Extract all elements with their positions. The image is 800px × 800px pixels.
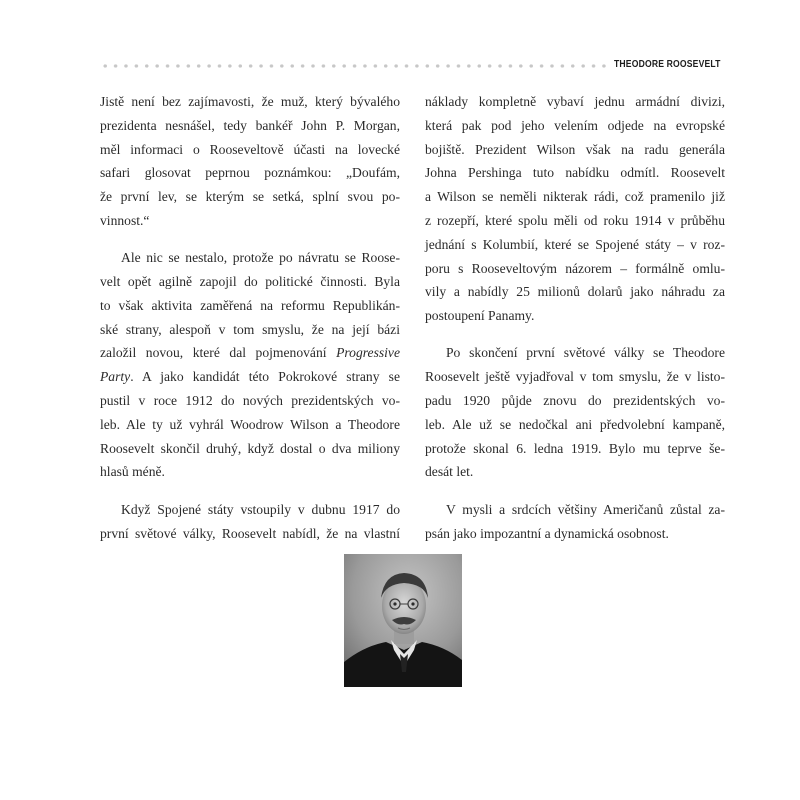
text-line — [425, 460, 725, 484]
text-line — [100, 341, 400, 365]
text-line — [425, 522, 725, 546]
running-head-title: THEODORE ROOSEVELT — [614, 58, 721, 70]
text-run: padu 1920 půjde znovu do prezidentských vo- — [425, 393, 725, 409]
text-run: pustil v roce 1912 do nových prezidentských vo- — [100, 393, 400, 409]
text-run: V mysli a srdcích většiny Američanů zůstal za- — [446, 501, 725, 517]
left-paragraph — [100, 246, 400, 484]
text-run: velt opět agilně zapojil do politické činnosti. Byla — [100, 274, 400, 290]
text-line — [100, 185, 400, 209]
text-run: měl informaci o Rooseveltově účasti na lovecké — [100, 141, 400, 157]
text-run: vinnost.“ — [100, 212, 150, 228]
text-line — [100, 413, 400, 437]
text-run: bojiště. Prezident Wilson však na radu generála — [425, 141, 725, 157]
text-line — [425, 90, 725, 114]
text-run: ské strany, alespoň v tom smyslu, že na její bázi — [100, 321, 400, 337]
text-line — [425, 437, 725, 461]
text-run: Roosevelt skončil druhý, když dostal o dva miliony — [100, 440, 400, 456]
text-line — [100, 498, 400, 522]
text-column-right — [425, 90, 725, 559]
text-run: Jistě není bez zajímavosti, že muž, který bývalého — [100, 94, 400, 109]
left-paragraph — [100, 498, 400, 546]
right-paragraph — [425, 341, 725, 484]
italic-term: Progressive — [336, 345, 400, 361]
text-line — [100, 389, 400, 413]
text-run: psán jako impozantní a dynamická osobnost. — [425, 525, 669, 541]
text-line — [100, 138, 400, 162]
text-line — [100, 270, 400, 294]
text-line — [425, 233, 725, 257]
text-run: první světové války, Roosevelt nabídl, že na vlastní — [100, 525, 400, 541]
italic-term: Party — [100, 369, 131, 385]
text-line — [100, 522, 400, 546]
text-line — [425, 304, 725, 328]
text-line — [425, 413, 725, 437]
text-line — [100, 437, 400, 461]
text-line — [425, 280, 725, 304]
text-run: . A jako kandidát této Pokrokové strany se — [130, 369, 400, 385]
left-paragraph — [100, 90, 400, 233]
text-line — [425, 257, 725, 281]
dotted-header-rule — [100, 64, 610, 68]
text-line — [100, 246, 400, 270]
text-run: to však aktivita zaměřená na reformu Republikán- — [100, 297, 400, 313]
text-line — [100, 365, 400, 389]
text-run: leb. Ale ty už vyhrál Woodrow Wilson a Theodore — [100, 416, 400, 432]
text-line — [425, 341, 725, 365]
text-run: Roosevelt ještě vyjadřoval v tom smyslu, že v listo- — [425, 369, 725, 385]
text-line — [100, 318, 400, 342]
text-line — [100, 209, 400, 233]
text-run: která pak pod jeho velením odjede na evropské — [425, 117, 725, 133]
text-run: postoupení Panamy. — [425, 308, 535, 324]
text-run: leb. Ale už se nedočkal ani předvolební kampaně, — [425, 416, 725, 432]
text-line — [425, 161, 725, 185]
text-run: hlasů méně. — [100, 464, 165, 480]
text-run: jednání s Kolumbií, které se Spojené státy – v roz- — [425, 236, 725, 252]
text-line — [425, 138, 725, 162]
text-line — [100, 161, 400, 185]
text-line — [425, 209, 725, 233]
text-line — [425, 185, 725, 209]
text-run: Když Spojené státy vstoupily v dubnu 1917 do — [121, 501, 400, 517]
portrait-photo — [344, 554, 462, 687]
text-run: protože skonal 6. ledna 1919. Bylo mu teprve še- — [425, 440, 725, 456]
portrait-image — [344, 554, 462, 687]
text-run: Johna Pershinga tuto nabídku odmítl. Roosevelt — [425, 165, 725, 181]
text-line — [425, 389, 725, 413]
text-run: z rozepří, které spolu měli od roku 1914 v průběhu — [425, 212, 725, 228]
text-line — [100, 90, 400, 114]
text-line — [425, 114, 725, 138]
text-run: vily a nabídly 25 milionů dolarů jako náhradu za — [425, 284, 725, 300]
text-run: a Wilson se neměli nikterak rádi, což pramenilo již — [425, 189, 725, 205]
text-line — [100, 294, 400, 318]
text-run: Ale nic se nestalo, protože po návratu se Roose- — [121, 250, 400, 266]
text-run: safari glosovat peprnou poznámkou: „Doufám, — [100, 165, 400, 181]
right-paragraph — [425, 90, 725, 328]
text-line — [100, 114, 400, 138]
text-run: že první lev, se kterým se setká, splní svou po- — [100, 189, 400, 205]
right-paragraph — [425, 498, 725, 546]
text-run: desát let. — [425, 464, 474, 480]
text-line — [100, 460, 400, 484]
text-column-left — [100, 90, 400, 559]
text-run: prezidenta nesnášel, tedy bankéř John P. Morgan, — [100, 117, 400, 133]
text-line — [425, 498, 725, 522]
text-line — [425, 365, 725, 389]
text-run: Po skončení první světové války se Theodore — [446, 345, 725, 361]
text-run: založil novou, které dal pojmenování — [100, 345, 337, 361]
text-run: poru s Rooseveltovým názorem – formálně omlu- — [425, 260, 725, 276]
text-run: náklady kompletně vybaví jednu armádní divizi, — [425, 94, 725, 109]
